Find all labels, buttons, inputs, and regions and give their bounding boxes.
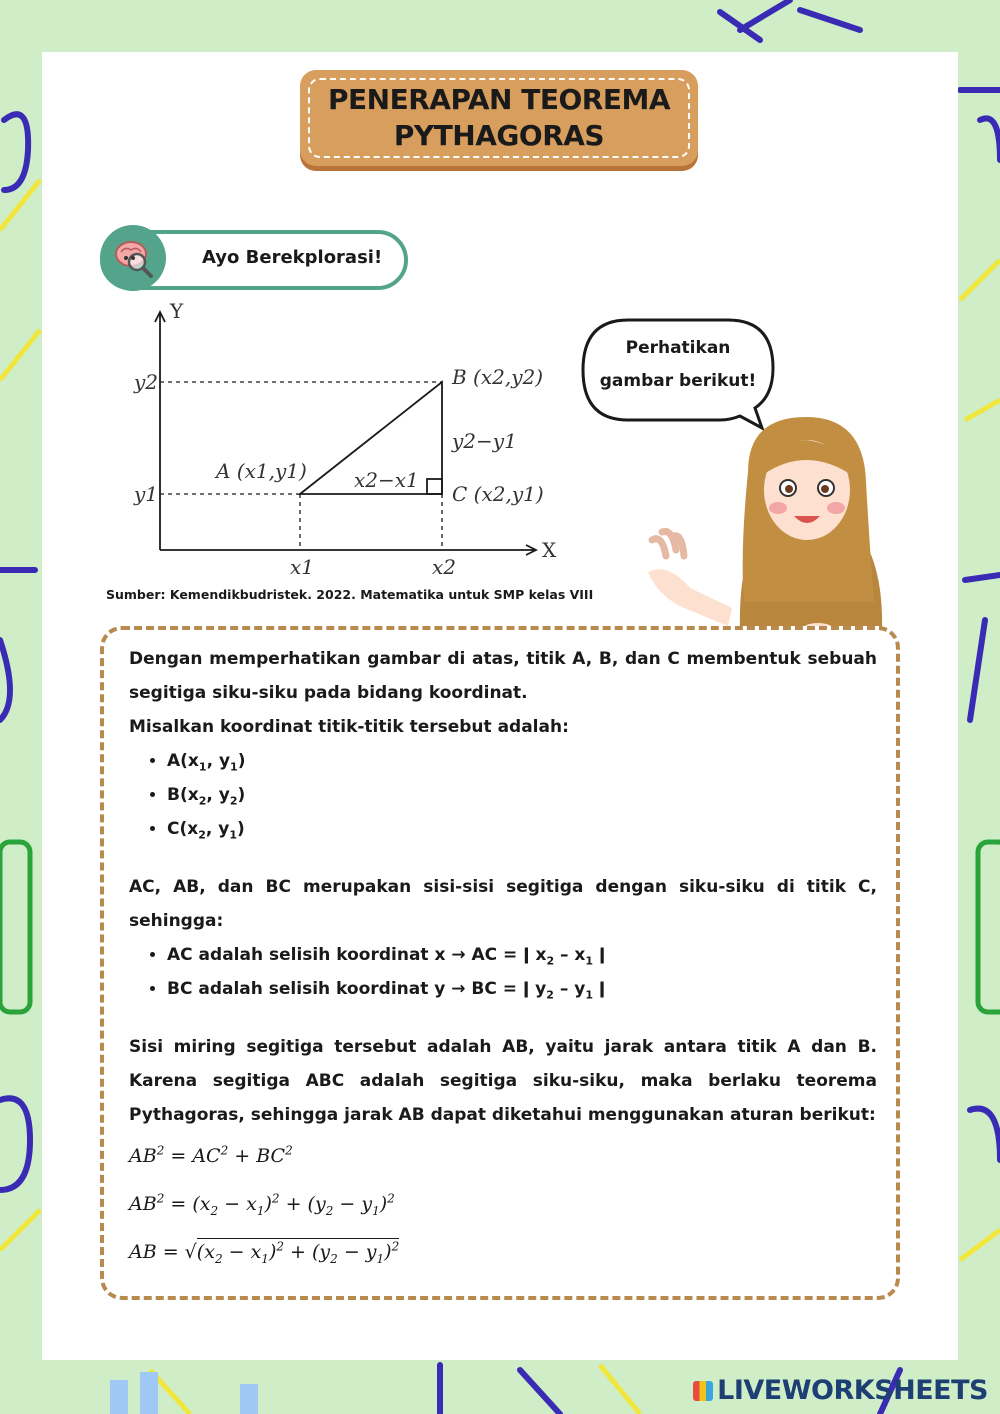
point-b-label: B (x2,y2) bbox=[452, 365, 544, 389]
point-c-label: C (x2,y1) bbox=[452, 482, 544, 506]
title-banner bbox=[300, 70, 698, 166]
coordinate-triangle-figure bbox=[122, 302, 572, 592]
speech-line-2: gambar berikut! bbox=[599, 371, 757, 391]
logo-mark-icon bbox=[693, 1381, 713, 1401]
side-ac-label: x2−x1 bbox=[354, 468, 419, 492]
tick-x2: x2 bbox=[432, 555, 457, 579]
girl-character-illustration bbox=[648, 412, 888, 637]
liveworksheets-logo[interactable]: LIVEWORKSHEETS bbox=[693, 1375, 988, 1406]
explore-header bbox=[100, 230, 408, 290]
side-bc-label: y2−y1 bbox=[452, 429, 517, 453]
point-b-item: • $B(x_2$, $y_2$) bbox=[167, 778, 877, 812]
hypotenuse-paragraph: Sisi miring segitiga tersebut adalah AB, yaitu jarak antara titik A dan B. Karena segitiga ABC adalah segitiga siku-siku, maka berlaku teorema Pythagoras, sehingga jarak AB dapat diketahui menggunakan aturan berikut: bbox=[129, 1037, 877, 1125]
side-list bbox=[129, 938, 877, 1006]
let-paragraph: Misalkan koordinat titik-titik tersebut adalah: bbox=[129, 717, 569, 737]
equation-3: AB = $√(x_2 - x_1)^2 + (y_2 - y_1)^2$ bbox=[129, 1239, 400, 1266]
sides-paragraph: AC, AB, dan BC merupakan sisi-sisi segitiga dengan siku-siku di titik C, sehingga: bbox=[129, 877, 877, 931]
title-line-2: PYTHAGORAS bbox=[393, 119, 605, 152]
point-a-item: • $A(x_1$, $y_1$) bbox=[167, 744, 877, 778]
equation-1: $AB^2 = AC^2 + BC^2$ bbox=[129, 1143, 293, 1167]
point-list bbox=[129, 744, 877, 846]
worksheet-page bbox=[42, 52, 958, 1360]
bc-item: • BC adalah selisih koordinat y → BC = ǀ $y_2 - y_1$ ǀ bbox=[167, 972, 877, 1006]
ac-item: • AC adalah selisih koordinat x → AC = ǀ $x_2 - x_1$ ǀ bbox=[167, 938, 877, 972]
y-axis-label: Y bbox=[170, 302, 184, 323]
tick-y1: y1 bbox=[134, 482, 159, 506]
brain-magnifier-icon bbox=[100, 225, 166, 291]
intro-paragraph: Dengan memperhatikan gambar di atas, titik A, B, dan C membentuk sebuah segitiga siku-siku pada bidang koordinat. bbox=[129, 649, 877, 703]
explanation-box bbox=[100, 626, 900, 1300]
x-axis-label: X bbox=[542, 538, 557, 562]
source-caption: Sumber: Kemendikbudristek. 2022. Matematika untuk SMP kelas VIII bbox=[106, 587, 594, 602]
sqrt-radicand: $(x_2 - x_1)^2 + (y_2 - y_1)^2$ bbox=[196, 1239, 400, 1266]
tick-x1: x1 bbox=[290, 555, 315, 579]
point-c-item: • $C(x_2$, $y_1$) bbox=[167, 812, 877, 846]
equation-2: $AB^2 = (x_2 - x_1)^2 + (y_2 - y_1)^2$ bbox=[129, 1191, 395, 1218]
explore-label: Ayo Berekplorasi! bbox=[202, 247, 383, 268]
right-angle-marker bbox=[427, 479, 442, 494]
tick-y2: y2 bbox=[134, 370, 159, 394]
point-a-label: A (x1,y1) bbox=[216, 459, 307, 483]
title-line-1: PENERAPAN TEOREMA bbox=[328, 83, 670, 116]
speech-line-1: Perhatikan bbox=[625, 338, 731, 358]
speech-text bbox=[590, 332, 766, 398]
